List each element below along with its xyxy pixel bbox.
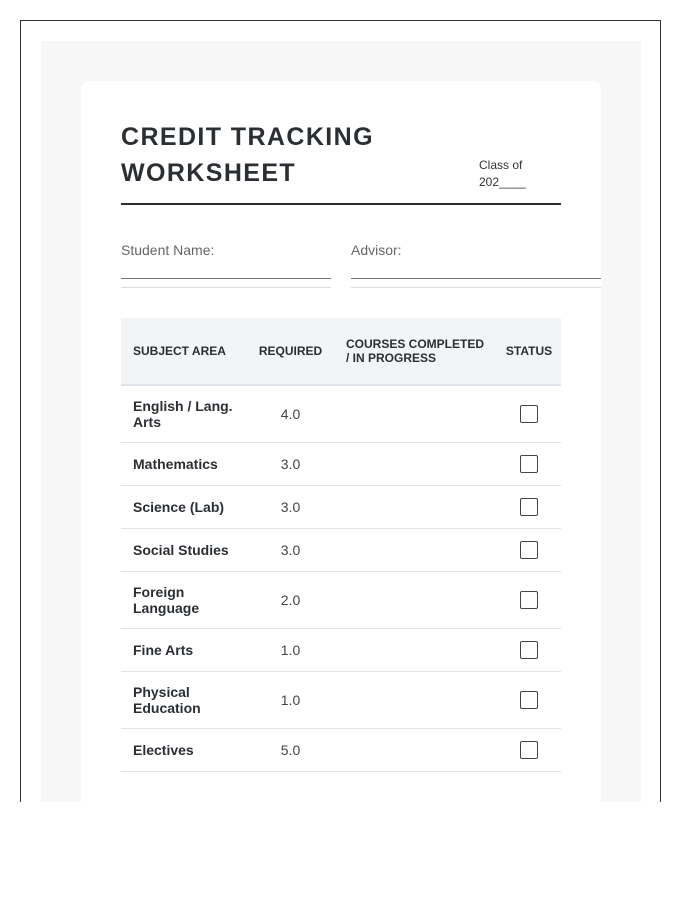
status-cell <box>497 629 561 672</box>
status-checkbox[interactable] <box>520 541 538 559</box>
subject-cell: Electives <box>121 729 247 772</box>
table-row <box>121 486 561 529</box>
courses-cell[interactable] <box>334 572 497 629</box>
table-row <box>121 529 561 572</box>
courses-cell[interactable] <box>334 443 497 486</box>
required-cell: 3.0 <box>247 529 334 572</box>
subject-cell: Social Studies <box>121 529 247 572</box>
status-checkbox[interactable] <box>520 455 538 473</box>
status-checkbox[interactable] <box>520 405 538 423</box>
credit-table <box>121 318 561 772</box>
courses-cell[interactable] <box>334 629 497 672</box>
table-row <box>121 572 561 629</box>
subject-cell: Science (Lab) <box>121 486 247 529</box>
status-cell <box>497 672 561 729</box>
required-cell: 3.0 <box>247 486 334 529</box>
table-row <box>121 672 561 729</box>
header-status: STATUS <box>497 318 561 385</box>
subject-cell: Fine Arts <box>121 629 247 672</box>
header-required: REQUIRED <box>247 318 334 385</box>
subject-cell: Foreign Language <box>121 572 247 629</box>
advisor-label: Advisor: <box>351 242 402 258</box>
courses-cell[interactable] <box>334 486 497 529</box>
subject-cell: English / Lang. Arts <box>121 385 247 443</box>
header-courses: COURSES COMPLETED / IN PROGRESS <box>334 318 497 385</box>
table-row <box>121 443 561 486</box>
status-cell <box>497 486 561 529</box>
status-cell <box>497 729 561 772</box>
worksheet-header <box>121 119 561 205</box>
table-row <box>121 729 561 772</box>
subject-cell: Mathematics <box>121 443 247 486</box>
status-checkbox[interactable] <box>520 498 538 516</box>
class-of-label: Class of 202____ <box>479 158 526 189</box>
required-cell: 3.0 <box>247 443 334 486</box>
worksheet-title: CREDIT TRACKING WORKSHEET <box>121 123 374 187</box>
required-cell: 2.0 <box>247 572 334 629</box>
table-row <box>121 385 561 443</box>
status-checkbox[interactable] <box>520 591 538 609</box>
student-name-label: Student Name: <box>121 242 215 258</box>
courses-cell[interactable] <box>334 729 497 772</box>
subject-cell: Physical Education <box>121 672 247 729</box>
status-cell <box>497 385 561 443</box>
status-cell <box>497 572 561 629</box>
status-checkbox[interactable] <box>520 641 538 659</box>
status-cell <box>497 529 561 572</box>
courses-cell[interactable] <box>334 529 497 572</box>
required-cell: 5.0 <box>247 729 334 772</box>
courses-cell[interactable] <box>334 385 497 443</box>
worksheet-card <box>81 81 601 802</box>
required-cell: 4.0 <box>247 385 334 443</box>
required-cell: 1.0 <box>247 672 334 729</box>
student-name-underline <box>121 287 331 288</box>
status-cell <box>497 443 561 486</box>
table-header-row <box>121 318 561 385</box>
status-checkbox[interactable] <box>520 741 538 759</box>
advisor-underline <box>351 287 601 288</box>
required-cell: 1.0 <box>247 629 334 672</box>
student-name-field[interactable] <box>121 278 331 279</box>
status-checkbox[interactable] <box>520 691 538 709</box>
table-row <box>121 629 561 672</box>
advisor-field[interactable] <box>351 278 601 279</box>
header-subject-area: SUBJECT AREA <box>121 318 247 385</box>
courses-cell[interactable] <box>334 672 497 729</box>
